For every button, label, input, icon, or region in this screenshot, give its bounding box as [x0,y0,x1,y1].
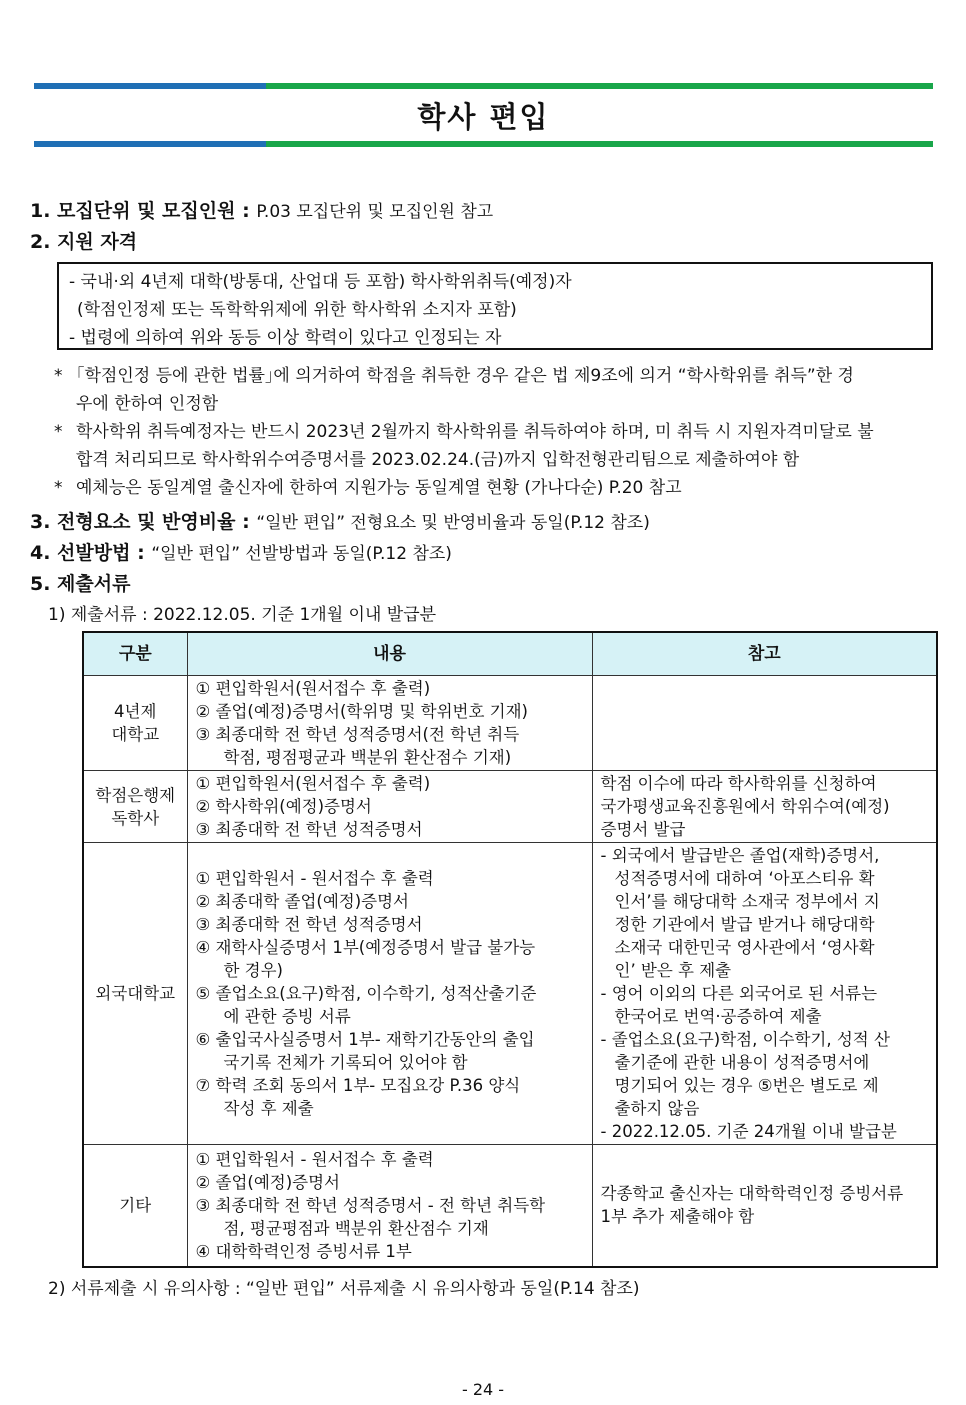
note-item [54,418,938,474]
reference-line: 성적증명서에 대하여 ‘아포스티유 확 [614,869,875,888]
row-reference [592,843,937,1145]
content-line: 점, 평균평점과 백분위 환산점수 기재 [223,1218,489,1238]
note-item [54,474,938,502]
section-eligibility [30,227,137,254]
content-line: 국기록 전체가 기록되어 있어야 함 [223,1053,468,1072]
content-line: ⑤ 졸업소요(요구)학점, 이수학기, 성적산출기준 [195,984,537,1003]
page-title: 학사 편입 [417,100,550,134]
reference-line: 1부 추가 제출해야 함 [600,1207,755,1227]
note-text: 예체능은 동일계열 출신자에 한하여 지원가능 동일계열 현황 (가나다순) P.20 참고 [76,478,682,498]
content-line: ③ 최종대학 전 학년 성적증명서(전 학년 취득 [195,725,520,744]
row-category [83,771,187,843]
section-heading: 2. 지원 자격 [30,231,138,253]
table-row [83,771,937,843]
row-reference [592,676,937,771]
content-line: ⑦ 학력 조회 동의서 1부- 모집요강 P.36 양식 [195,1076,521,1095]
content-line: ④ 대학학력인정 증빙서류 1부 [195,1241,412,1261]
header-content: 내용 [187,632,592,676]
content-line: ② 졸업(예정)증명서 [195,1172,340,1192]
row-reference [592,771,937,843]
content-line: ① 편입학원서 - 원서접수 후 출력 [195,869,434,888]
reference-line: 학점 이수에 따라 학사학위를 신청하여 [600,774,877,793]
content-line: ③ 최종대학 전 학년 성적증명서 [195,820,423,839]
reference-line: 국가평생교육진흥원에서 학위수여(예정) [600,797,890,816]
reference-line: - 영어 이외의 다른 외국어로 된 서류는 [600,984,878,1003]
table-row [83,1145,937,1267]
content-line: ② 학사학위(예정)증명서 [195,797,372,816]
reference-line: 인서’를 해당대학 소재국 정부에서 지 [614,892,880,911]
reference-line: 출하지 않음 [614,1099,700,1118]
row-category [83,843,187,1145]
table-header-row [83,632,937,676]
row-content [187,676,592,771]
row-content [187,771,592,843]
reference-line: 명기되어 있는 경우 ⑤번은 별도로 제 [614,1076,879,1095]
row-reference [592,1145,937,1267]
content-line: 한 경우) [223,961,283,980]
reference-line: - 외국에서 발급받은 졸업(재학)증명서, [600,846,880,865]
content-line: 에 관한 증빙 서류 [223,1007,351,1026]
section-text: “일반 편입” 전형요소 및 반영비율과 동일(P.12 참조) [256,513,650,533]
documents-table [82,631,938,1268]
content-line: ② 최종대학 졸업(예정)증명서 [195,892,409,911]
section-heading: 4. 선발방법 : [30,542,145,564]
content-line: ③ 최종대학 전 학년 성적증명서 [195,915,423,934]
row-category [83,676,187,771]
note-bullet: * [54,422,63,442]
note-text-cont: 합격 처리되므로 학사학위수여증명서를 2023.02.24.(금)까지 입학전형관리팀으로 제출하여야 함 [76,450,800,470]
note-item [54,362,938,418]
reference-line: - 2022.12.05. 기준 24개월 이내 발급분 [600,1122,897,1141]
row-category [83,1145,187,1267]
documents-notice: 2) 서류제출 시 유의사항 : “일반 편입” 서류제출 시 유의사항과 동일(P.14 참조) [48,1279,640,1299]
section-text: “일반 편입” 선발방법과 동일(P.12 참조) [151,544,452,564]
section-heading: 3. 전형요소 및 반영비율 : [30,511,250,533]
note-bullet: * [54,366,63,386]
reference-line: - 졸업소요(요구)학점, 이수학기, 성적 산 [600,1030,890,1049]
category-line: 외국대학교 [95,984,176,1003]
reference-line: 한국어로 번역·공증하여 제출 [614,1007,822,1026]
eligibility-line: - 법령에 의하여 위와 동등 이상 학력이 있다고 인정되는 자 [69,328,502,348]
category-line: 기타 [119,1195,152,1215]
category-line: 학점은행제 [95,785,176,805]
section-heading: 5. 제출서류 [30,573,131,595]
table-row [83,676,937,771]
row-content [187,843,592,1145]
section-heading: 1. 모집단위 및 모집인원 : [30,200,250,222]
section-documents [30,569,130,596]
category-line: 대학교 [111,725,160,744]
content-line: ④ 재학사실증명서 1부(예정증명서 발급 불가능 [195,938,536,957]
documents-subheading: 1) 제출서류 : 2022.12.05. 기준 1개월 이내 발급분 [48,605,437,625]
section-text: P.03 모집단위 및 모집인원 참고 [256,202,494,222]
eligibility-line: - 국내·외 4년제 대학(방통대, 산업대 등 포함) 학사학위취득(예정)자 [69,272,572,292]
reference-line: 인’ 받은 후 제출 [614,961,732,980]
reference-line: 증명서 발급 [600,820,686,839]
content-line: ③ 최종대학 전 학년 성적증명서 - 전 학년 취득학 [195,1195,546,1215]
reference-line: 소재국 대한민국 영사관에서 ‘영사확 [614,938,875,957]
category-line: 독학사 [111,808,160,828]
category-line: 4년제 [114,702,157,721]
reference-line: 정한 기관에서 발급 받거나 해당대학 [614,915,875,934]
reference-line: 각종학교 출신자는 대학학력인정 증빙서류 [600,1184,904,1204]
content-line: ① 편입학원서(원서접수 후 출력) [195,774,431,793]
section-selection-factors [30,507,650,534]
content-line: ② 졸업(예정)증명서(학위명 및 학위번호 기재) [195,702,528,721]
content-line: ⑥ 출입국사실증명서 1부- 재학기간동안의 출입 [195,1030,535,1049]
header-reference: 참고 [592,632,937,676]
content-line: ① 편입학원서 - 원서접수 후 출력 [195,1149,434,1169]
content-line: 작성 후 제출 [223,1099,314,1118]
title-bottom-rule [34,141,933,147]
eligibility-line: (학점인정제 또는 독학학위제에 위한 학사학위 소지자 포함) [77,300,517,320]
note-text-cont: 우에 한하여 인정함 [76,394,219,414]
reference-line: 출기준에 관한 내용이 성적증명서에 [614,1053,870,1072]
content-line: ① 편입학원서(원서접수 후 출력) [195,679,431,698]
section-recruitment [30,196,493,223]
note-text: ｢학점인정 등에 관한 법률｣에 의거하여 학점을 취득한 경우 같은 법 제9조에 의거 “학사학위를 취득”한 경 [76,366,854,386]
note-bullet: * [54,478,63,498]
title-top-rule [34,83,933,89]
row-content [187,1145,592,1267]
note-text: 학사학위 취득예정자는 반드시 2023년 2월까지 학사학위를 취득하여야 하며, 미 취득 시 지원자격미달로 불 [76,422,874,442]
content-line: 학점, 평점평균과 백분위 환산점수 기재) [223,748,512,767]
table-row [83,843,937,1145]
page-number: - 24 - [461,1380,505,1399]
section-selection-method [30,538,452,565]
header-category: 구분 [83,632,187,676]
eligibility-box [57,262,933,350]
